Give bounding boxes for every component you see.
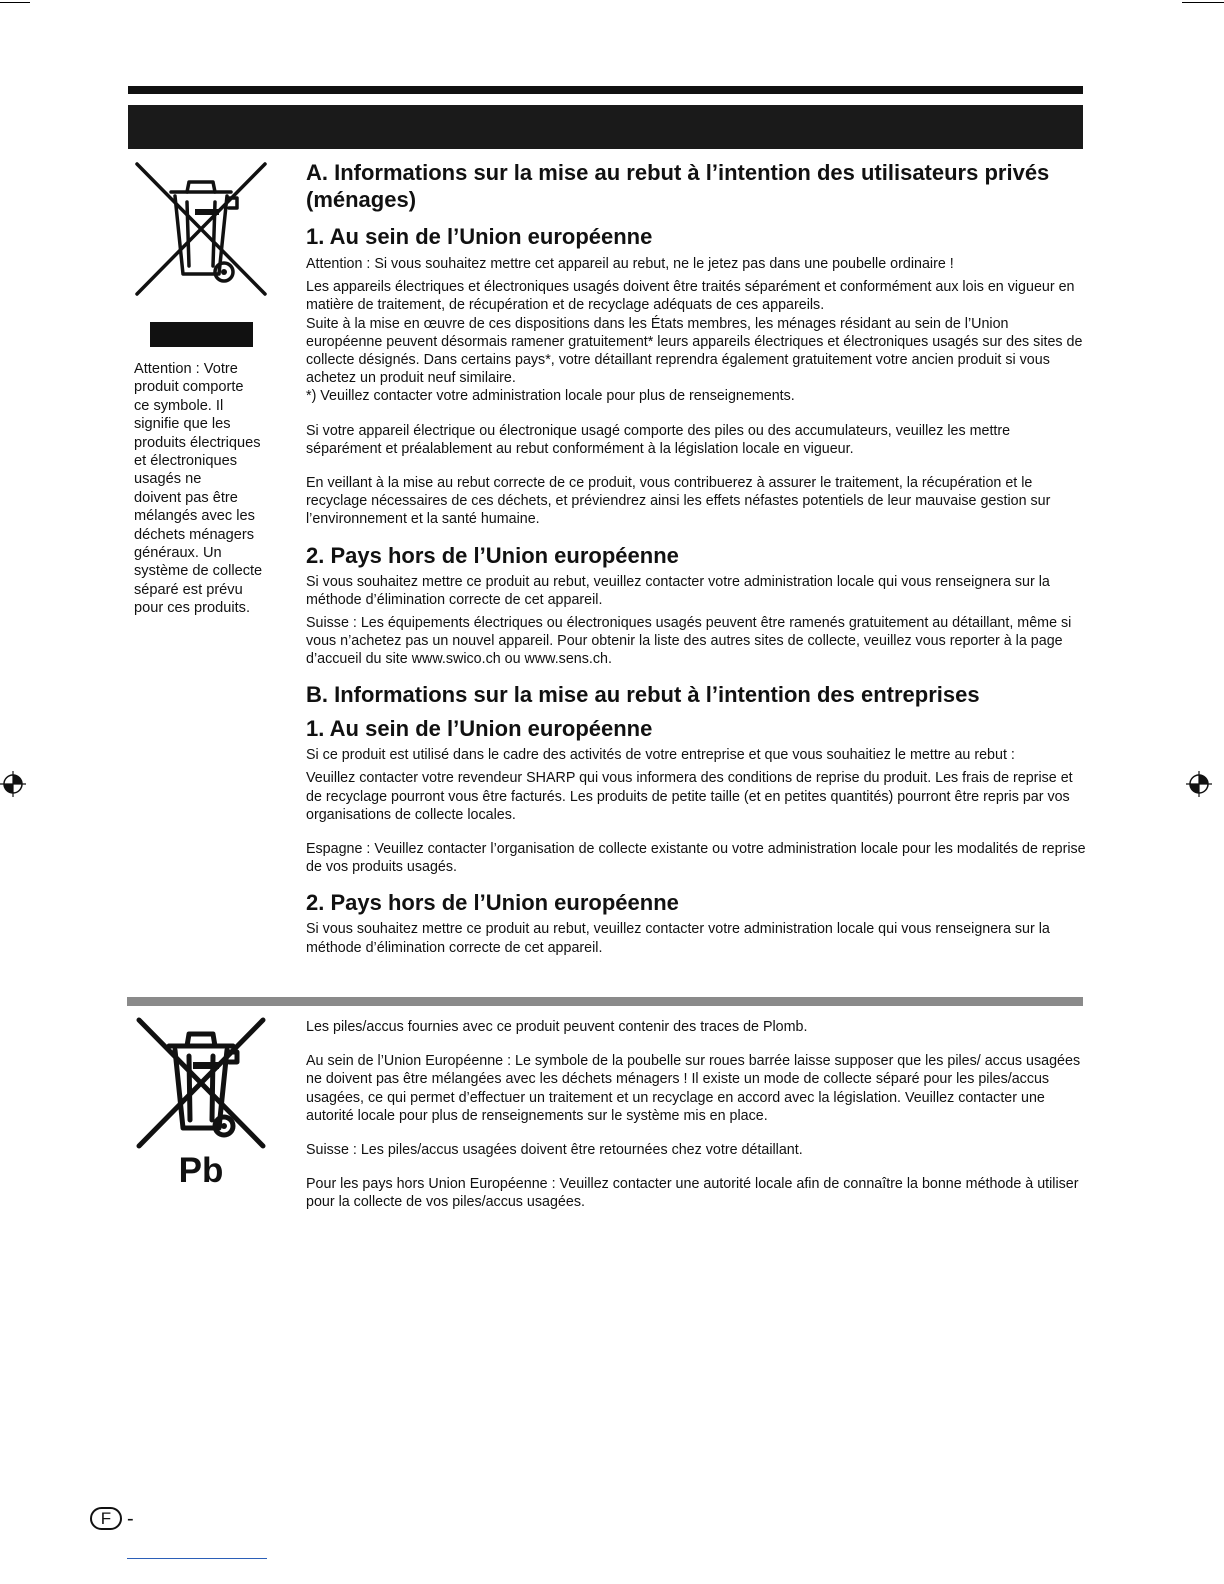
section-b-non-eu-heading: 2. Pays hors de l’Union européenne	[306, 890, 679, 916]
section-b-eu-p3: Espagne : Veuillez contacter l’organisation de collecte existante ou votre administration locale pour les modalités de reprise de vos produits usagés.	[306, 840, 1086, 876]
crossed-bin-icon	[133, 162, 269, 298]
registration-mark-left-icon	[0, 771, 26, 797]
section-a-eu-p2: Les appareils électriques et électroniques usagés doivent être traités séparément et conformément aux lois en vigueur en matière de traitement, de récupération et de recyclage adéquats de ces appareils.	[306, 279, 1075, 314]
disposal-content	[306, 160, 1086, 957]
section-a-eu-p4: *) Veuillez contacter votre administration locale pour plus de renseignements.	[306, 388, 795, 405]
footer-line	[127, 1558, 267, 1559]
symbol-black-label	[150, 322, 253, 347]
battery-p1: Les piles/accus fournies avec ce produit peuvent contenir des traces de Plomb.	[306, 1019, 808, 1035]
section-b-eu-p1: Si ce produit est utilisé dans le cadre des activités de votre entreprise et que vous souhaitiez le mettre au rebut :	[306, 747, 1015, 764]
page-number-separator: -	[127, 1507, 134, 1530]
section-a-non-eu-p2: Suisse : Les équipements électriques ou électroniques usagés peuvent être ramenés gratuitement au détaillant, même si vous n’achetez pas un nouvel appareil. Pour obtenir la liste des autres sites de collecte, veuillez vous reporter à la page d’accueil du site www.swico.ch ou www.sens.ch.	[306, 615, 1072, 668]
lead-symbol-label: Pb	[178, 1151, 224, 1190]
section-a-non-eu-p1: Si vous souhaitez mettre ce produit au rebut, veuillez contacter votre administration locale qui vous renseignera sur la méthode d’élimination correcte de cet appareil.	[306, 573, 1050, 608]
section-a-eu-p6: En veillant à la mise au rebut correcte de ce produit, vous contribuerez à assurer le traitement, la récupération et le recyclage nécessaires de ces déchets, et préviendrez ainsi les effets néfastes potentiels de leur mauvaise gestion sur l’environnement et la santé humaine.	[306, 475, 1051, 528]
section-a-non-eu-heading: 2. Pays hors de l’Union européenne	[306, 542, 679, 568]
crop-mark-top-left	[0, 2, 30, 3]
section-divider	[127, 997, 1083, 1006]
section-b-heading: B. Informations sur la mise au rebut à l’intention des entreprises	[306, 681, 980, 707]
battery-p3: Suisse : Les piles/accus usagées doivent être retournées chez votre détaillant.	[306, 1142, 803, 1159]
section-a-eu-p3: Suite à la mise en œuvre de ces dispositions dans les États membres, les ménages résidant au sein de l’Union européenne peuvent désormais ramener gratuitement* leurs appareils électriques et électroniques usagés sur des sites de collecte désignés. Dans certains pays*, votre détaillant reprendra également gratuitement votre ancien produit si vous achetez un produit neuf similaire.	[306, 315, 1083, 387]
section-b-non-eu-p1: Si vous souhaitez mettre ce produit au rebut, veuillez contacter votre administration locale qui vous renseignera sur la méthode d’élimination correcte de cet appareil.	[306, 921, 1050, 956]
crossed-bin-battery-icon	[133, 1016, 269, 1152]
battery-content	[306, 1018, 1086, 1212]
page-language-marker	[90, 1507, 134, 1530]
section-b-eu-p2: Veuillez contacter votre revendeur SHARP qui vous informera des conditions de reprise du produit. Les frais de reprise et de recyclage pourront vous être facturés. Les produits de petite taille (et en petites quantités) pourront être repris par vos organisations de collecte locales.	[306, 770, 1073, 823]
language-code: F	[100, 1509, 112, 1528]
section-a-eu-p5: Si votre appareil électrique ou électronique usagé comporte des piles ou des accumulateurs, veuillez les mettre séparément et préalablement au rebut conformément à la législation locale en vigueur.	[306, 422, 1011, 457]
battery-p4: Pour les pays hors Union Européenne : Veuillez contacter une autorité locale afin de connaître la bonne méthode à utiliser pour la collecte de vos piles/accus usagées.	[306, 1176, 1079, 1211]
side-note: Attention : Votre produit comporte ce symbole. Il signifie que les produits électriques et électroniques usagés ne doivent pas être mélangés avec les déchets ménagers généraux. Un système de collecte séparé est prévu pour ces produits.	[134, 361, 263, 617]
crop-mark-top-right	[1182, 2, 1224, 3]
section-a-eu-heading: 1. Au sein de l’Union européenne	[306, 224, 653, 249]
header-bar	[128, 105, 1083, 149]
language-code-badge	[90, 1507, 122, 1530]
section-a-heading: A. Informations sur la mise au rebut à l’intention des utilisateurs privés (ménages)	[306, 160, 1050, 212]
registration-mark-right-icon	[1186, 771, 1212, 797]
section-b-eu-heading: 1. Au sein de l’Union européenne	[306, 716, 653, 742]
top-rule	[128, 86, 1083, 94]
section-a-eu-p1: Attention : Si vous souhaitez mettre cet appareil au rebut, ne le jetez pas dans une poubelle ordinaire !	[306, 256, 954, 272]
battery-p2: Au sein de l’Union Européenne : Le symbole de la poubelle sur roues barrée laisse supposer que les piles/ accus usagées ne doivent pas être mélangées avec les déchets ménagers ! Il existe un mode de collecte séparé pour les piles/accus usagées, ce qui permet d’effectuer un traitement et un recyclage en accord avec la législation. Veuillez contacter une autorité locale pour plus de renseignements sur le système mis en place.	[306, 1053, 1081, 1124]
